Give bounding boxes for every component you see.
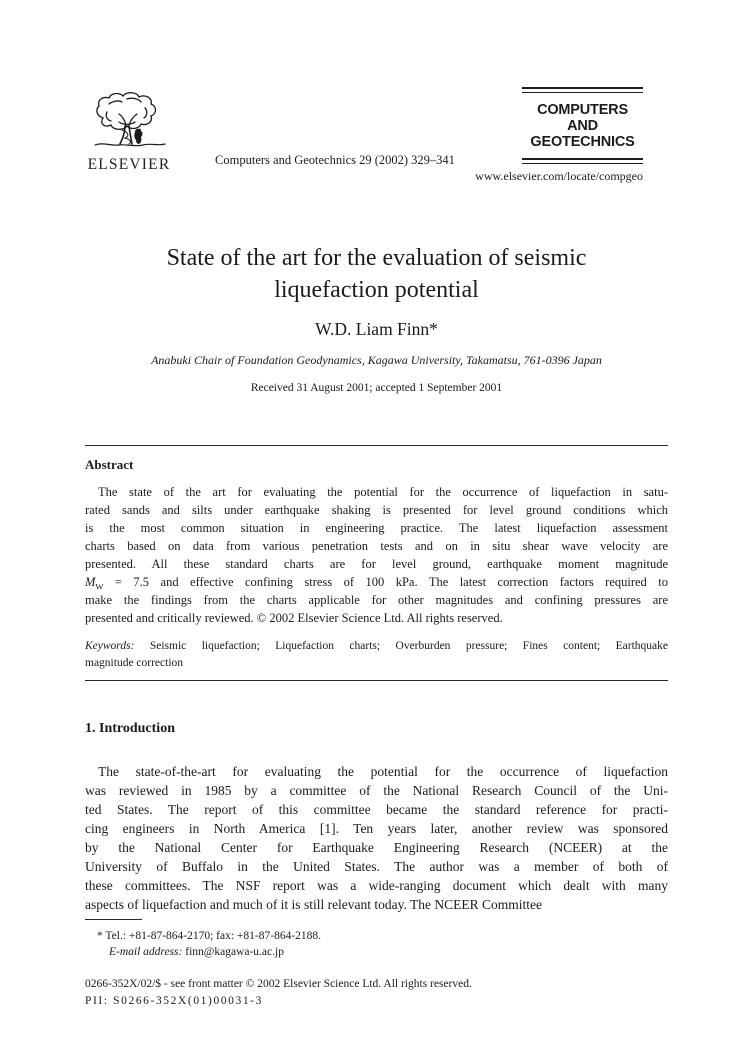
section-heading-introduction: 1. Introduction [85, 721, 175, 736]
author-affiliation: Anabuki Chair of Foundation Geodynamics, Kagawa University, Takamatsu, 761-0396 Japan [151, 353, 602, 367]
abstract-line-mw [85, 573, 668, 591]
abstract-line: is the most common situation in engineering practice. The latest liquefaction assessment [85, 521, 668, 535]
moment-magnitude-subscript: W [95, 581, 104, 592]
keywords-label: Keywords: [85, 640, 150, 652]
author-name: W.D. Liam Finn* [315, 319, 438, 339]
moment-magnitude-symbol: M [85, 575, 96, 589]
intro-line: The state-of-the-art for evaluating the potential for the occurrence of liquefaction [98, 764, 668, 779]
keywords-line2: magnitude correction [85, 656, 184, 669]
main-text-column [85, 445, 668, 914]
intro-line: these committees. The NSF report was a wide-ranging document which dealt with many [85, 878, 668, 893]
journal-logo-line2: AND [567, 118, 598, 134]
keywords-bottom-rule [85, 680, 668, 681]
elsevier-tree-icon [89, 92, 169, 150]
abstract-line: The state of the art for evaluating the potential for the occurrence of liquefaction in satu- [98, 485, 668, 499]
footnote-contact [85, 928, 605, 944]
intro-line: aspects of liquefaction and much of it is still relevant today. The NCEER Committee [85, 897, 543, 912]
abstract-line: presented and critically reviewed. © 2002 Elsevier Science Ltd. All rights reserved. [85, 611, 503, 625]
journal-logo-line3: GEOTECHNICS [530, 134, 635, 150]
intro-line: was reviewed in 1985 by a committee of the National Research Council of the Uni- [85, 783, 668, 798]
received-dates: Received 31 August 2001; accepted 1 September 2001 [250, 382, 503, 394]
footnote-marker: * [97, 930, 103, 942]
intro-line: by the National Center for Earthquake Engineering Research (NCEER) at the [85, 840, 668, 855]
footer-copyright-line: 0266-352X/02/$ - see front matter © 2002 Elsevier Science Ltd. All rights reserved. [85, 978, 472, 990]
footer-pii-line: PII: S0266-352X(01)00031-3 [85, 995, 263, 1007]
article-title-line2: liquefaction potential [274, 277, 479, 303]
abstract-paragraph [85, 483, 668, 627]
logo-bottom-rule [522, 158, 643, 164]
author-footnote [85, 919, 605, 960]
logo-top-rule [522, 87, 643, 93]
abstract-line: charts based on data from various penetration tests and on in situ shear wave velocity are [85, 539, 668, 553]
abstract-line: rated sands and silts under earthquake shaking is presented for level ground conditions which [85, 503, 668, 517]
page-footer [85, 976, 668, 1010]
journal-citation: Computers and Geotechnics 29 (2002) 329–341 [215, 153, 455, 167]
abstract-line: presented. All these standard charts are for level ground, earthquake moment magnitude [85, 557, 668, 571]
journal-logo [522, 87, 643, 164]
intro-line: ted States. The report of this committee became the standard reference for practi- [85, 802, 668, 817]
intro-line: cing engineers in North America [1]. Ten years later, another review was sponsored [85, 821, 668, 836]
journal-logo-line1: COMPUTERS [537, 102, 628, 118]
abstract-line-mw-tail: = 7.5 and effective confining stress of 100 kPa. The latest correction factors required to [103, 575, 668, 589]
footnote-tel-fax: Tel.: +81-87-864-2170; fax: +81-87-864-2188. [102, 930, 322, 942]
email-label: E-mail address: [109, 946, 186, 958]
keywords-block [85, 638, 668, 671]
abstract-heading: Abstract [85, 457, 134, 472]
email-address[interactable]: finn@kagawa-u.ac.jp [185, 946, 284, 958]
abstract-line: make the findings from the charts applicable for other magnitudes and confining pressures are [85, 593, 668, 607]
journal-logo-text [522, 102, 643, 150]
article-title-line1: State of the art for the evaluation of seismic [166, 245, 587, 271]
keywords-line1 [85, 638, 668, 655]
elsevier-wordmark: ELSEVIER [87, 156, 171, 173]
keywords-list-part1: Seismic liquefaction; Liquefaction charts; Overburden pressure; Fines content; Earthquake [149, 640, 669, 652]
article-title [85, 242, 668, 306]
journal-website-url[interactable]: www.elsevier.com/locate/compgeo [475, 169, 643, 183]
footnote-email [85, 944, 605, 960]
introduction-paragraph [85, 762, 668, 914]
footnote-rule [85, 919, 142, 920]
intro-line: University of Buffalo in the United States. The author was a member of both of [85, 859, 668, 874]
